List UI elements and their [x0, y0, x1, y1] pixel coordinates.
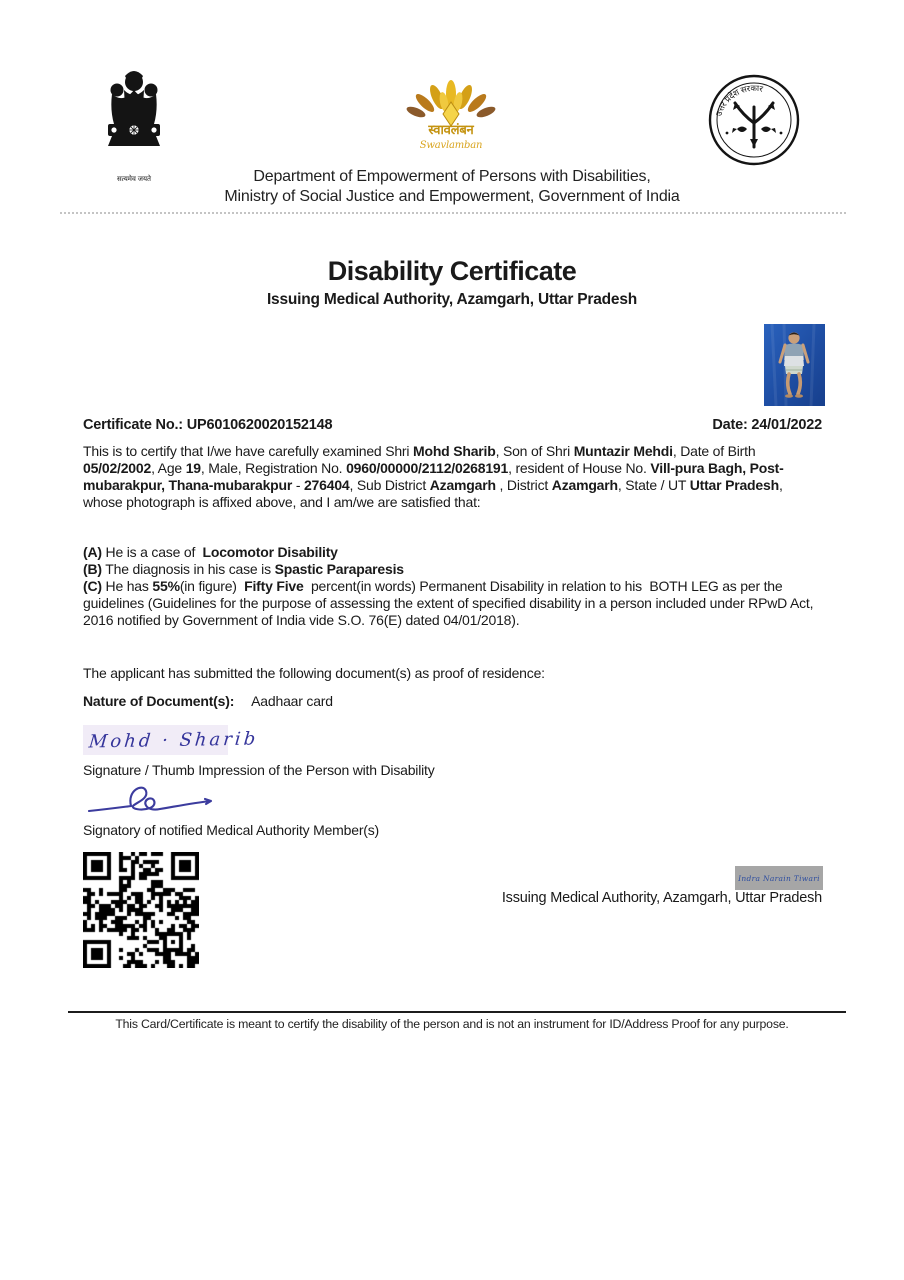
person-signature-image [83, 725, 260, 755]
nature-label: Nature of Document(s): [83, 693, 235, 709]
certificate-date-label: Date: [712, 417, 748, 433]
certificate-number-value: UP6010620020152148 [186, 417, 333, 433]
person-signature-caption: Signature / Thumb Impression of the Person with Disability [83, 762, 435, 778]
authority-signature-text: Indra Narain Tiwari [738, 873, 820, 883]
item-a: (A) He is a case of Locomotor Disability [83, 544, 338, 560]
page-subtitle: Issuing Medical Authority, Azamgarh, Uttar Pradesh [266, 291, 638, 308]
authority-signature-image [735, 866, 823, 890]
header-separator [60, 212, 846, 214]
documents-statement: The applicant has submitted the following document(s) as proof of residence: [83, 665, 545, 681]
applicant-photo [764, 324, 825, 406]
nature-value: Aadhaar card [251, 693, 333, 709]
disability-items [83, 544, 822, 629]
medical-member-signature-image [83, 780, 822, 820]
item-b: (B) The diagnosis in his case is Spastic Paraparesis [83, 561, 404, 577]
swavlamban-english-text: Swavlamban [419, 140, 483, 151]
uttar-pradesh-govt-emblem-icon [707, 73, 801, 167]
swavlamban-hindi-text: स्वावलंबन [428, 122, 474, 137]
qr-code [83, 852, 199, 968]
certificate-number [83, 417, 332, 434]
footer-separator [68, 1011, 846, 1013]
satyameva-jayate-caption: सत्यमेव जयते [116, 176, 152, 183]
department-header [0, 167, 904, 207]
intro-paragraph: This is to certify that I/we have carefully examined Shri Mohd Sharib, Son of Shri Muntazir Mehdi, Date of Birth 05/02/2002, Age 19, Male, Registration No. 0960/00000/2112/0268191, resident of House No. Vill-pura Bagh, Post-mubarakpur, Thana-mubarakpur - 276404, Sub District Azamgarh , District Azamgarh, State / UT Uttar Pradesh, whose photograph is affixed above, and I am/we are satisfied that: [83, 443, 787, 510]
nature-of-documents-row [83, 693, 822, 710]
person-signature-text: Mohd · Sharib [87, 728, 260, 752]
department-line1: Department of Empowerment of Persons with Disabilities, [253, 168, 651, 185]
department-line2: Ministry of Social Justice and Empowerment, Government of India [224, 188, 680, 205]
item-c: (C) He has 55%(in figure) Fifty Five percent(in words) Permanent Disability in relation to his BOTH LEG as per the guidelines (Guidelines for the purpose of assessing the extent of specified disability in a person included under RPwD Act, 2016 notified by Government of India vide S.O. 76(E) dated 04/01/2018). [83, 578, 817, 628]
certificate-meta-row [83, 417, 822, 434]
swavlamban-logo-icon [403, 72, 499, 162]
certificate-body [83, 417, 822, 968]
page-title: Disability Certificate [327, 256, 577, 286]
certificate-date-value: 24/01/2022 [751, 417, 822, 433]
india-national-emblem-icon [88, 66, 180, 183]
certificate-date [712, 417, 822, 434]
medical-member-caption: Signatory of notified Medical Authority Member(s) [83, 822, 379, 838]
authority-caption: Issuing Medical Authority, Azamgarh, Uttar Pradesh [501, 890, 822, 906]
certificate-number-label: Certificate No.: [83, 417, 183, 433]
up-sarkar-arc-text: उत्तर प्रदेश सरकार [713, 82, 764, 118]
footer-disclaimer: This Card/Certificate is meant to certify the disability of the person and is not an instrument for ID/Address Proof for any purpose. [115, 1017, 789, 1031]
